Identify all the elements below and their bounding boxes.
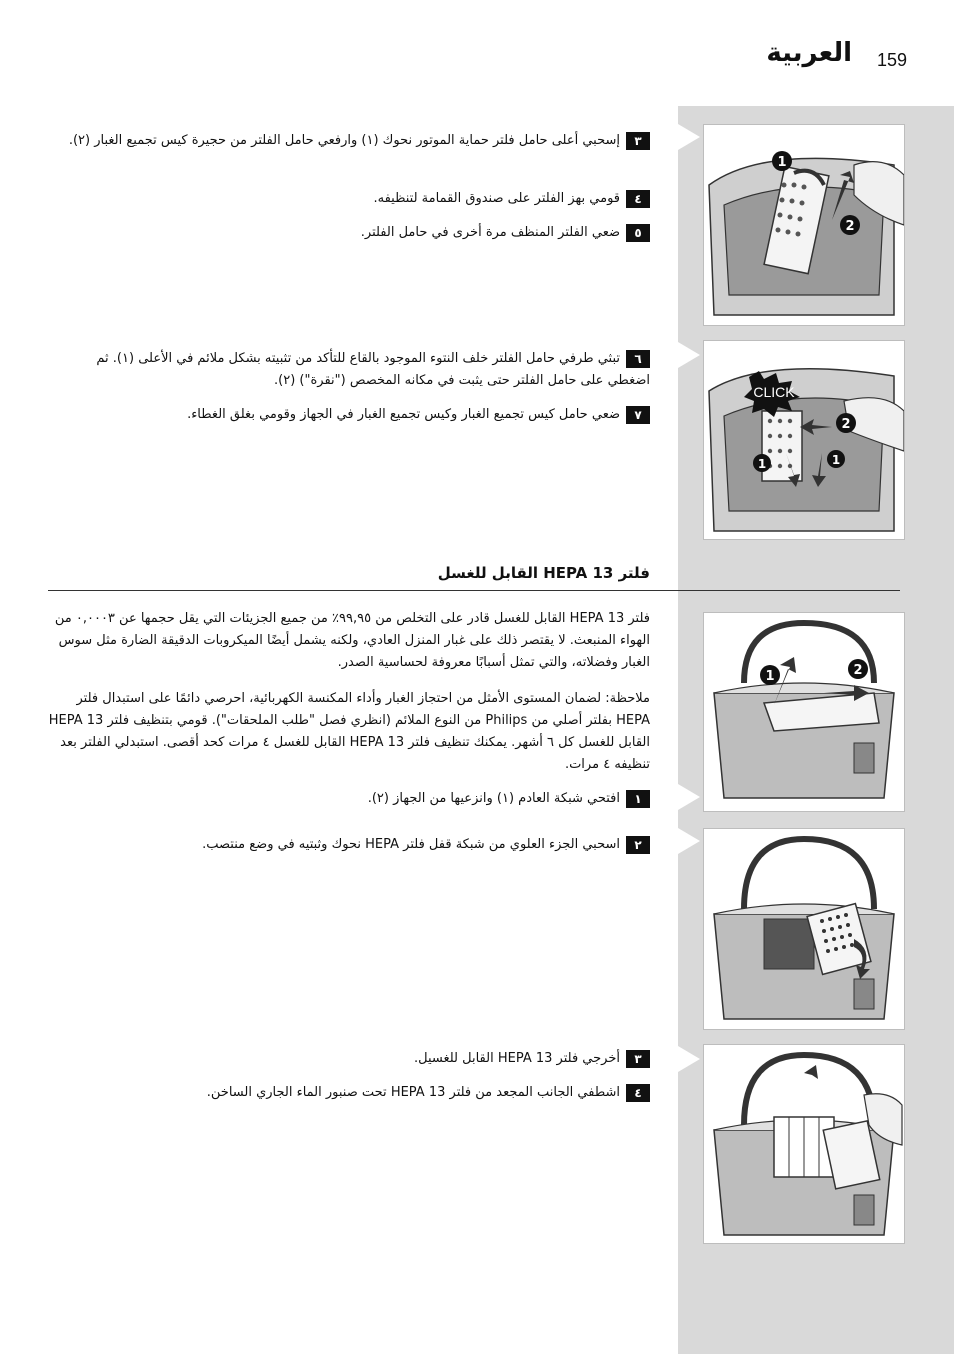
step-item bbox=[50, 188, 650, 210]
marker-1-label: 1 bbox=[765, 669, 775, 684]
illustration-remove-hepa-filter bbox=[703, 1044, 905, 1244]
step-text: أخرجي فلتر HEPA 13 القابل للغسيل. bbox=[413, 1051, 620, 1066]
step-text: اسحبي الجزء العلوي من شبكة قفل فلتر HEPA نحوك وثبتيه في وضع منتصب. bbox=[202, 837, 620, 852]
pointer-arrow bbox=[678, 124, 700, 150]
illustration-open-exhaust-grille bbox=[703, 612, 905, 812]
section-divider bbox=[48, 590, 900, 591]
step-number: ٧ bbox=[626, 406, 650, 424]
step-item bbox=[50, 788, 650, 810]
illustration-lift-hepa-grid bbox=[703, 828, 905, 1030]
marker-2-label: 2 bbox=[841, 417, 851, 432]
step-number: ٣ bbox=[626, 1050, 650, 1068]
step-text: افتحي شبكة العادم (١) وانزعيها من الجهاز (٢). bbox=[367, 791, 620, 806]
step-item bbox=[50, 834, 650, 856]
step-text: إسحبي أعلى حامل فلتر حماية الموتور نحوك (١) وارفعي حامل الفلتر من حجيرة كيس تجميع الغبار (٢). bbox=[68, 133, 620, 148]
marker-1-label: 1 bbox=[757, 457, 767, 471]
page-title: العربية bbox=[766, 38, 852, 68]
step-number: ٦ bbox=[626, 350, 650, 368]
step-number: ٤ bbox=[626, 190, 650, 208]
step-text: اشطفي الجانب المجعد من فلتر HEPA 13 تحت صنبور الماء الجاري الساخن. bbox=[206, 1085, 620, 1100]
step-item bbox=[50, 130, 650, 152]
note-paragraph: ملاحظة: لضمان المستوى الأمثل من احتجاز الغبار وأداء المكنسة الكهربائية، احرصي دائمًا على استبدال فلتر HEPA بفلتر أصلي من Philips من النوع الملائم (انظري فصل "طلب الملحقات"). قومي بتنظيف فلتر HEPA 13 القابل للغسل كل ٦ أشهر. يمكنك تنظيف فلتر HEPA 13 القابل للغسل ٤ مرات كحد أقصى. استبدلي الفلتر بعد تنظيفه ٤ مرات. bbox=[48, 691, 650, 772]
step-number: ١ bbox=[626, 790, 650, 808]
step-number: ٥ bbox=[626, 224, 650, 242]
step-text: قومي بهز الفلتر على صندوق القمامة لتنظيفه. bbox=[373, 191, 620, 206]
step-text: ضعي حامل كيس تجميع الغبار وكيس تجميع الغبار في الجهاز وقومي بغلق الغطاء. bbox=[187, 407, 620, 422]
marker-1-label: 1 bbox=[777, 155, 787, 170]
step-text: تبثي طرفي حامل الفلتر خلف النتوء الموجود بالقاع للتأكد من تثبيته بشكل ملائم في الأعلى (١). ثم اضغطي على حامل الفلتر حتى يثبت في مكانه المخصص ("نقرة") (٢). bbox=[96, 351, 650, 388]
step-item bbox=[50, 404, 650, 426]
step-number: ٤ bbox=[626, 1084, 650, 1102]
step-item bbox=[50, 1082, 650, 1104]
step-item bbox=[50, 1048, 650, 1070]
step-number: ٢ bbox=[626, 836, 650, 854]
step-text: ضعي الفلتر المنظف مرة أخرى في حامل الفلتر. bbox=[360, 225, 620, 240]
step-number: ٣ bbox=[626, 132, 650, 150]
step-item bbox=[50, 222, 650, 244]
illustration-insert-motor-filter bbox=[703, 340, 905, 540]
click-label: CLICK bbox=[753, 384, 795, 400]
pointer-arrow bbox=[678, 1046, 700, 1072]
pointer-arrow bbox=[678, 342, 700, 368]
marker-2-label: 2 bbox=[845, 219, 855, 234]
pointer-arrow bbox=[678, 828, 700, 854]
page-number: 159 bbox=[877, 50, 908, 70]
illustration-remove-motor-filter bbox=[703, 124, 905, 326]
marker-1-label: 1 bbox=[831, 453, 841, 467]
intro-paragraph: فلتر HEPA 13 القابل للغسل قادر على التخلص من ٩٩,٩٥٪ من جميع الجزيئات التي يقل حجمها عن ٠,٠٠٠٣ من الهواء المنبعث. لا يقتصر ذلك على غبار المنزل العادي، ولكنه يشمل أيضًا الميكروبات الدقيقة الضارة مثل سوس الغبار وفضلاته، والتي تمثل أسبابًا معروفة لحساسية الصدر. bbox=[54, 611, 650, 670]
section-title: فلتر HEPA 13 القابل للغسل bbox=[437, 564, 650, 582]
marker-2-label: 2 bbox=[853, 663, 863, 678]
step-item bbox=[50, 348, 650, 392]
pointer-arrow bbox=[678, 784, 700, 810]
